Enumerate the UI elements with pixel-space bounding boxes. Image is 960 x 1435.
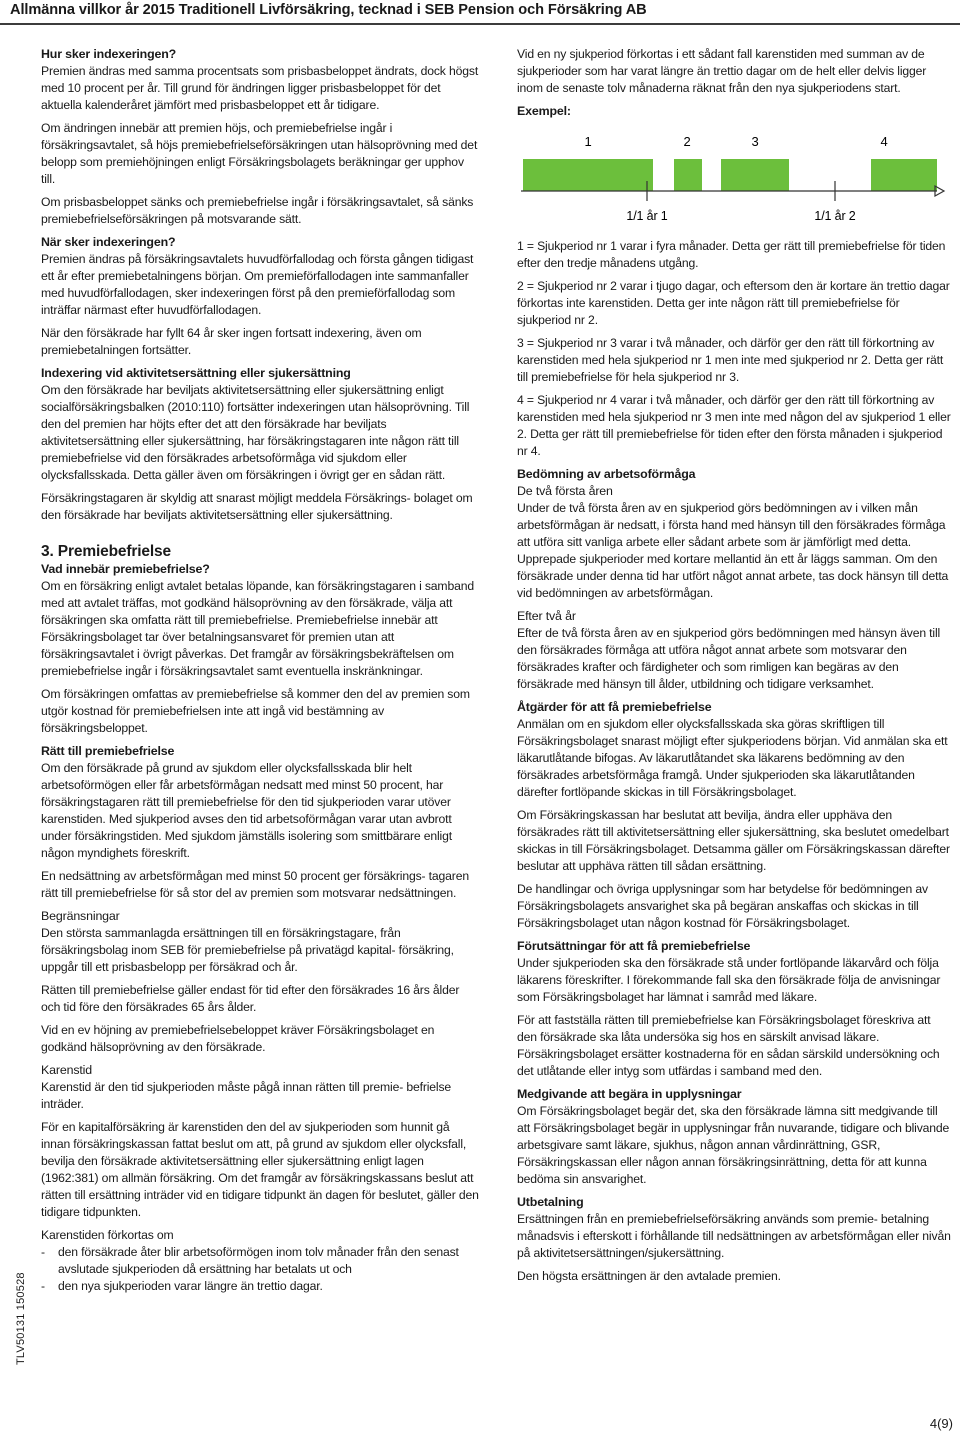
section-title-premiebefrielse: 3. Premiebefrielse	[41, 543, 171, 560]
heading-begransningar: Begränsningar	[41, 909, 120, 923]
paragraph: Under de två första åren av en sjukperiod görs bedömningen av i vilken mån arbetsförmågan är nedsatt, i första hand med hänsyn till den försäkrades förmåga att utföra sitt vanliga arbete eller sådant arbete som är jämförligt med detta. Upprepade sjukperioder med kortare mellantid än ett år läggs samman. Om den försäkrade under denna tid har utfört något annat arbete, tas dock hänsyn till detta vid bedömningen av arbetsförmågan.	[517, 501, 949, 600]
paragraph: Vid en ny sjukperiod förkortas i ett sådant fall karenstiden med summan av de sjukperioder som har varat längre än trettio dagar om de helt eller delvis ligger inom de senaste tolv månaderna räknat från den nya sjukperiodens start.	[517, 47, 927, 95]
paragraph: Vid en ev höjning av premiebefrielsebeloppet kräver Försäkringsbolaget en godkänd hälsoprövning av den försäkrade.	[41, 1023, 435, 1054]
paragraph: Efter de två första åren av en sjukperiod görs bedömningen med hänsyn även till den försäkrades förmåga att utföra något annat arbete som motsvarar den försäkrades krafter och färdigheter och som rimligen kan begäras av den försäkrade med hänsyn till ålder, utbildning och tidigare verksamhet.	[517, 626, 941, 691]
list-item: - den försäkrade åter blir arbetsoförmögen inom tolv månader från den senast avslutade sjukperioden då ersättning har betalats ut och	[41, 1244, 481, 1278]
heading-exempel: Exempel:	[517, 104, 571, 118]
paragraph: Den största sammanlagda ersättningen till en försäkringstagare, från försäkringsbolag inom SEB för premiebefrielse på privatägd kapital- försäkring, uppgår till ett prisbasbelopp per försäkrad och år.	[41, 926, 454, 974]
heading-ratt-till-premiebefrielse: Rätt till premiebefrielse	[41, 744, 175, 758]
paragraph: Rätten till premiebefrielse gäller endast för tid efter den försäkrades 16 års ålder och tid före den försäkrades 65 års ålder.	[41, 983, 460, 1014]
heading-hur-sker-indexeringen: Hur sker indexeringen?	[41, 47, 177, 61]
example-explanation-4: 4 = Sjukperiod nr 4 varar i två månader, och därför ger den rätt till förkortning av karenstiden med hela sjukperiod nr 3 men inte med någon del av sjukperiod 1 eller 2. Detta ger rätt till premiebefrielse för tiden efter den första månaden i sjukperiod nr 4.	[517, 393, 951, 458]
paragraph: Under sjukperioden ska den försäkrade stå under fortlöpande läkarvård och följa läkarens föreskrifter. I förekommande fall ska den försäkrade följa de anvisningar som Försäkringsbolaget har lämnat i samråd med läkare.	[517, 956, 941, 1004]
document-code: TLV50131 150528	[15, 1272, 27, 1365]
right-column	[517, 46, 953, 1291]
heading-medgivande: Medgivande att begära in upplysningar	[517, 1087, 742, 1101]
paragraph: Premien ändras på försäkringsavtalets huvudförfallodag och första gången tidigast ett år efter premiebetalningens början. Om premieförfallodagen inte sammanfaller med huvudförfallodagen, sker indexeringen först på den premieförfallodag som inträffar närmast efter huvudförfallodagen.	[41, 252, 474, 317]
paragraph: Om en försäkring enligt avtalet betalas löpande, kan försäkringstagaren i samband med att avtalet träffas, mot godkänd hälsoprövning av den försäkrade, välja att försäkringen ska omfatta rätt till premiebefrielse. Premiebefrielse innebär att Försäkringsbolaget tar över betalningsansvaret för premien utan att försäkringsavtalet i övrigt påverkas. Det framgår av försäkringsbekräftelsen om premiebefrielse ingår i försäkringsavtalet samt eventuella inskränkningar.	[41, 579, 474, 678]
paragraph: Den högsta ersättningen är den avtalade premien.	[517, 1269, 781, 1283]
sjukperiod-timeline-diagram	[517, 122, 953, 236]
heading-indexering-aktivitetsersattning: Indexering vid aktivitetsersättning eller sjukersättning	[41, 366, 351, 380]
heading-bedomning: Bedömning av arbetsoförmåga	[517, 467, 696, 481]
paragraph: En nedsättning av arbetsförmågan med minst 50 procent ger försäkrings- tagaren rätt till premiebefrielse för så stor del av premien som motsvarar nedsättningen.	[41, 869, 469, 900]
paragraph: Om Försäkringsbolaget begär det, ska den försäkrade lämna sitt medgivande till att Försäkringsbolaget begär in upplysningar från nuvarande, tidigare och blivande arbetsgivare samt läkare, sjukhus, någon annan vårdinrättning, GSR, Försäkringskassan eller någon annan försäkringsinrättning, detta för att kunna bedöma sin ansvarighet.	[517, 1104, 950, 1186]
heading-nar-sker-indexeringen: När sker indexeringen?	[41, 235, 176, 249]
paragraph: Om den försäkrade på grund av sjukdom eller olycksfallsskada blir helt arbetsoförmögen eller får arbetsförmågan nedsatt med minst 50 procent, har försäkringstagaren rätt till premiebefrielse för den tid sjukperioden varar utöver karenstiden. Med sjukperiod avses den tid arbetsoförmågan varar utan avbrott under försäkringstiden. Med sjukdom jämställs isolering som smittbärare enligt någon myndighets föreskrift.	[41, 761, 452, 860]
paragraph: De handlingar och övriga upplysningar som har betydelse för bedömningen av Försäkringsbolagets ansvarighet ska på begäran anskaffas och skickas in till Försäkringsbolaget utan någon kostnad för Försäkringsbolaget.	[517, 882, 928, 930]
paragraph: För att fastställa rätten till premiebefrielse kan Försäkringsbolaget föreskriva att den försäkrade ska låta undersöka sig hos en särskilt anvisad läkare. Försäkringsbolaget ersätter kostnaderna för en sådan särskild undersökning och det utlåtande eller intyg som utfärdas i samband med den.	[517, 1013, 940, 1078]
paragraph: För en kapitalförsäkring är karenstiden den del av sjukperioden som hunnit gå innan försäkringskassan fattat beslut om att, på grund av sjukdom eller olycksfall, bevilja den försäkrade aktivitetsersättning eller sjukersättning enligt lagen (1962:381) om allmän försäkring. Om det framgår av försäkringskassans beslut att rätten till ersättning inträder vid en tidigare tidpunkt än dagen för beslutet, gäller den tidigare tidpunkten.	[41, 1120, 479, 1219]
period-label-3: 3	[751, 134, 759, 149]
paragraph: Om prisbasbeloppet sänks och premiebefrielse ingår i försäkringsavtalet, så sänks premiebefrielseförsäkringen på motsvarande sätt.	[41, 195, 474, 226]
period-label-2: 2	[683, 134, 691, 149]
karenstid-list	[41, 1244, 481, 1295]
heading-utbetalning: Utbetalning	[517, 1195, 584, 1209]
paragraph: Om den försäkrade har beviljats aktivitetsersättning eller sjukersättning enligt socialförsäkringsbalken (2010:110) fortsätter indexeringen utan hälsoprövning. Till den del premien har höjts efter det att den försäkrade har beviljats aktivitetsersättning eller sjukersättning, har försäkringstagaren inte någon rätt till premiebefrielse vid den försäkrades arbetsoförmåga vid sjukdom eller olycksfallsskada. Detta gäller även om försäkringen i övrigt ger en sådan rätt.	[41, 383, 470, 482]
sjukperiod-bar-2	[674, 159, 702, 191]
heading-karenstid: Karenstid	[41, 1063, 92, 1077]
period-label-4: 4	[880, 134, 888, 149]
paragraph: Om försäkringen omfattas av premiebefrielse så kommer den del av premien som utgör kostnad för premiebefrielsen inte att ingå vid bestämning av försäkringsbeloppet.	[41, 687, 470, 735]
page-number: 4(9)	[929, 1416, 953, 1431]
left-column	[41, 46, 481, 1295]
paragraph: Premien ändras med samma procentsats som prisbasbeloppet ändrats, dock högst med 10 procent per år. Till grund för ändringen ligger prisbasbeloppet för det aktuella kalenderåret jämfört med prisbasbeloppet ett år tidigare.	[41, 64, 479, 112]
paragraph: Om Försäkringskassan har beslutat att bevilja, ändra eller upphäva den försäkrades rätt till aktivitetsersättning eller sjukersättning, ska beslutet omedelbart skickas in till Försäkringsbolaget. Detsamma gäller om Försäkringskassan därefter beslutar att upphäva rätten till sådan ersättning.	[517, 808, 950, 873]
heading-vad-innebar-premiebefrielse: Vad innebär premiebefrielse?	[41, 562, 210, 576]
list-item: - den nya sjukperioden varar längre än trettio dagar.	[41, 1278, 481, 1295]
heading-atgarder: Åtgärder för att få premiebefrielse	[517, 700, 712, 714]
document-header: Allmänna villkor år 2015 Traditionell Livförsäkring, tecknad i SEB Pension och Försäkring AB	[10, 2, 647, 18]
year-label-1: 1/1 år 1	[626, 209, 668, 223]
sjukperiod-bar-1	[523, 159, 653, 191]
paragraph: Ersättningen från en premiebefrielseförsäkring används som premie- betalning månadsvis i efterskott i förhållande till nedsättningen av arbetsförmågan eller nivån på aktivitetsersättningen/sjukersättning.	[517, 1212, 951, 1260]
paragraph: När den försäkrade har fyllt 64 år sker ingen fortsatt indexering, även om premiebetalningen fortsätter.	[41, 326, 422, 357]
example-explanation-3: 3 = Sjukperiod nr 3 varar i två månader, och därför ger den rätt till förkortning av karenstiden med hela sjukperiod nr 1 men inte med sjukperiod nr 2. Detta ger rätt till premiebefrielse för hela sjukperiod nr 3.	[517, 336, 944, 384]
timeline-svg	[517, 122, 953, 236]
heading-de-tva-forsta-aren: De två första åren	[517, 484, 613, 498]
heading-forutsattningar: Förutsättningar för att få premiebefrielse	[517, 939, 751, 953]
year-label-2: 1/1 år 2	[814, 209, 856, 223]
header-divider	[0, 23, 960, 25]
paragraph: Karenstiden förkortas om	[41, 1228, 174, 1242]
example-explanation-1: 1 = Sjukperiod nr 1 varar i fyra månader. Detta ger rätt till premiebefrielse för tiden efter den tredje månadens utgång.	[517, 239, 946, 270]
paragraph: Karenstid är den tid sjukperioden måste pågå innan rätten till premie- befrielse inträder.	[41, 1080, 452, 1111]
example-explanation-2: 2 = Sjukperiod nr 2 varar i tjugo dagar, och eftersom den är kortare än trettio dagar förkortas inte karenstiden. Detta ger inte någon rätt till premiebefrielse för sjukperiod nr 2.	[517, 279, 950, 327]
period-label-1: 1	[584, 134, 592, 149]
paragraph: Om ändringen innebär att premien höjs, och premiebefrielse ingår i försäkringsavtalet, så höjs premiebefrielseförsäkringen utan hälsoprövning med det belopp som premiehöjningen enligt Försäkringsbolagets beräkningar ger upphov till.	[41, 121, 478, 186]
paragraph: Försäkringstagaren är skyldig att snarast möjligt meddela Försäkrings- bolaget om den försäkrade har beviljats aktivitetsersättning eller sjukersättning.	[41, 491, 473, 522]
sjukperiod-bar-4	[871, 159, 937, 191]
heading-efter-tva-ar: Efter två år	[517, 609, 576, 623]
sjukperiod-bar-3	[721, 159, 789, 191]
paragraph: Anmälan om en sjukdom eller olycksfallsskada ska göras skriftligen till Försäkringsbolaget snarast möjligt efter sjukperiodens början. Vid anmälan ska ett läkarutlåtande bifogas. Av läkarutlåtandet ska läkarens bedömning av den försäkrades arbetsförmåga framgå. Under sjukperioden ska läkarutlåtanden därefter fortlöpande skickas in till Försäkringsbolaget.	[517, 717, 948, 799]
